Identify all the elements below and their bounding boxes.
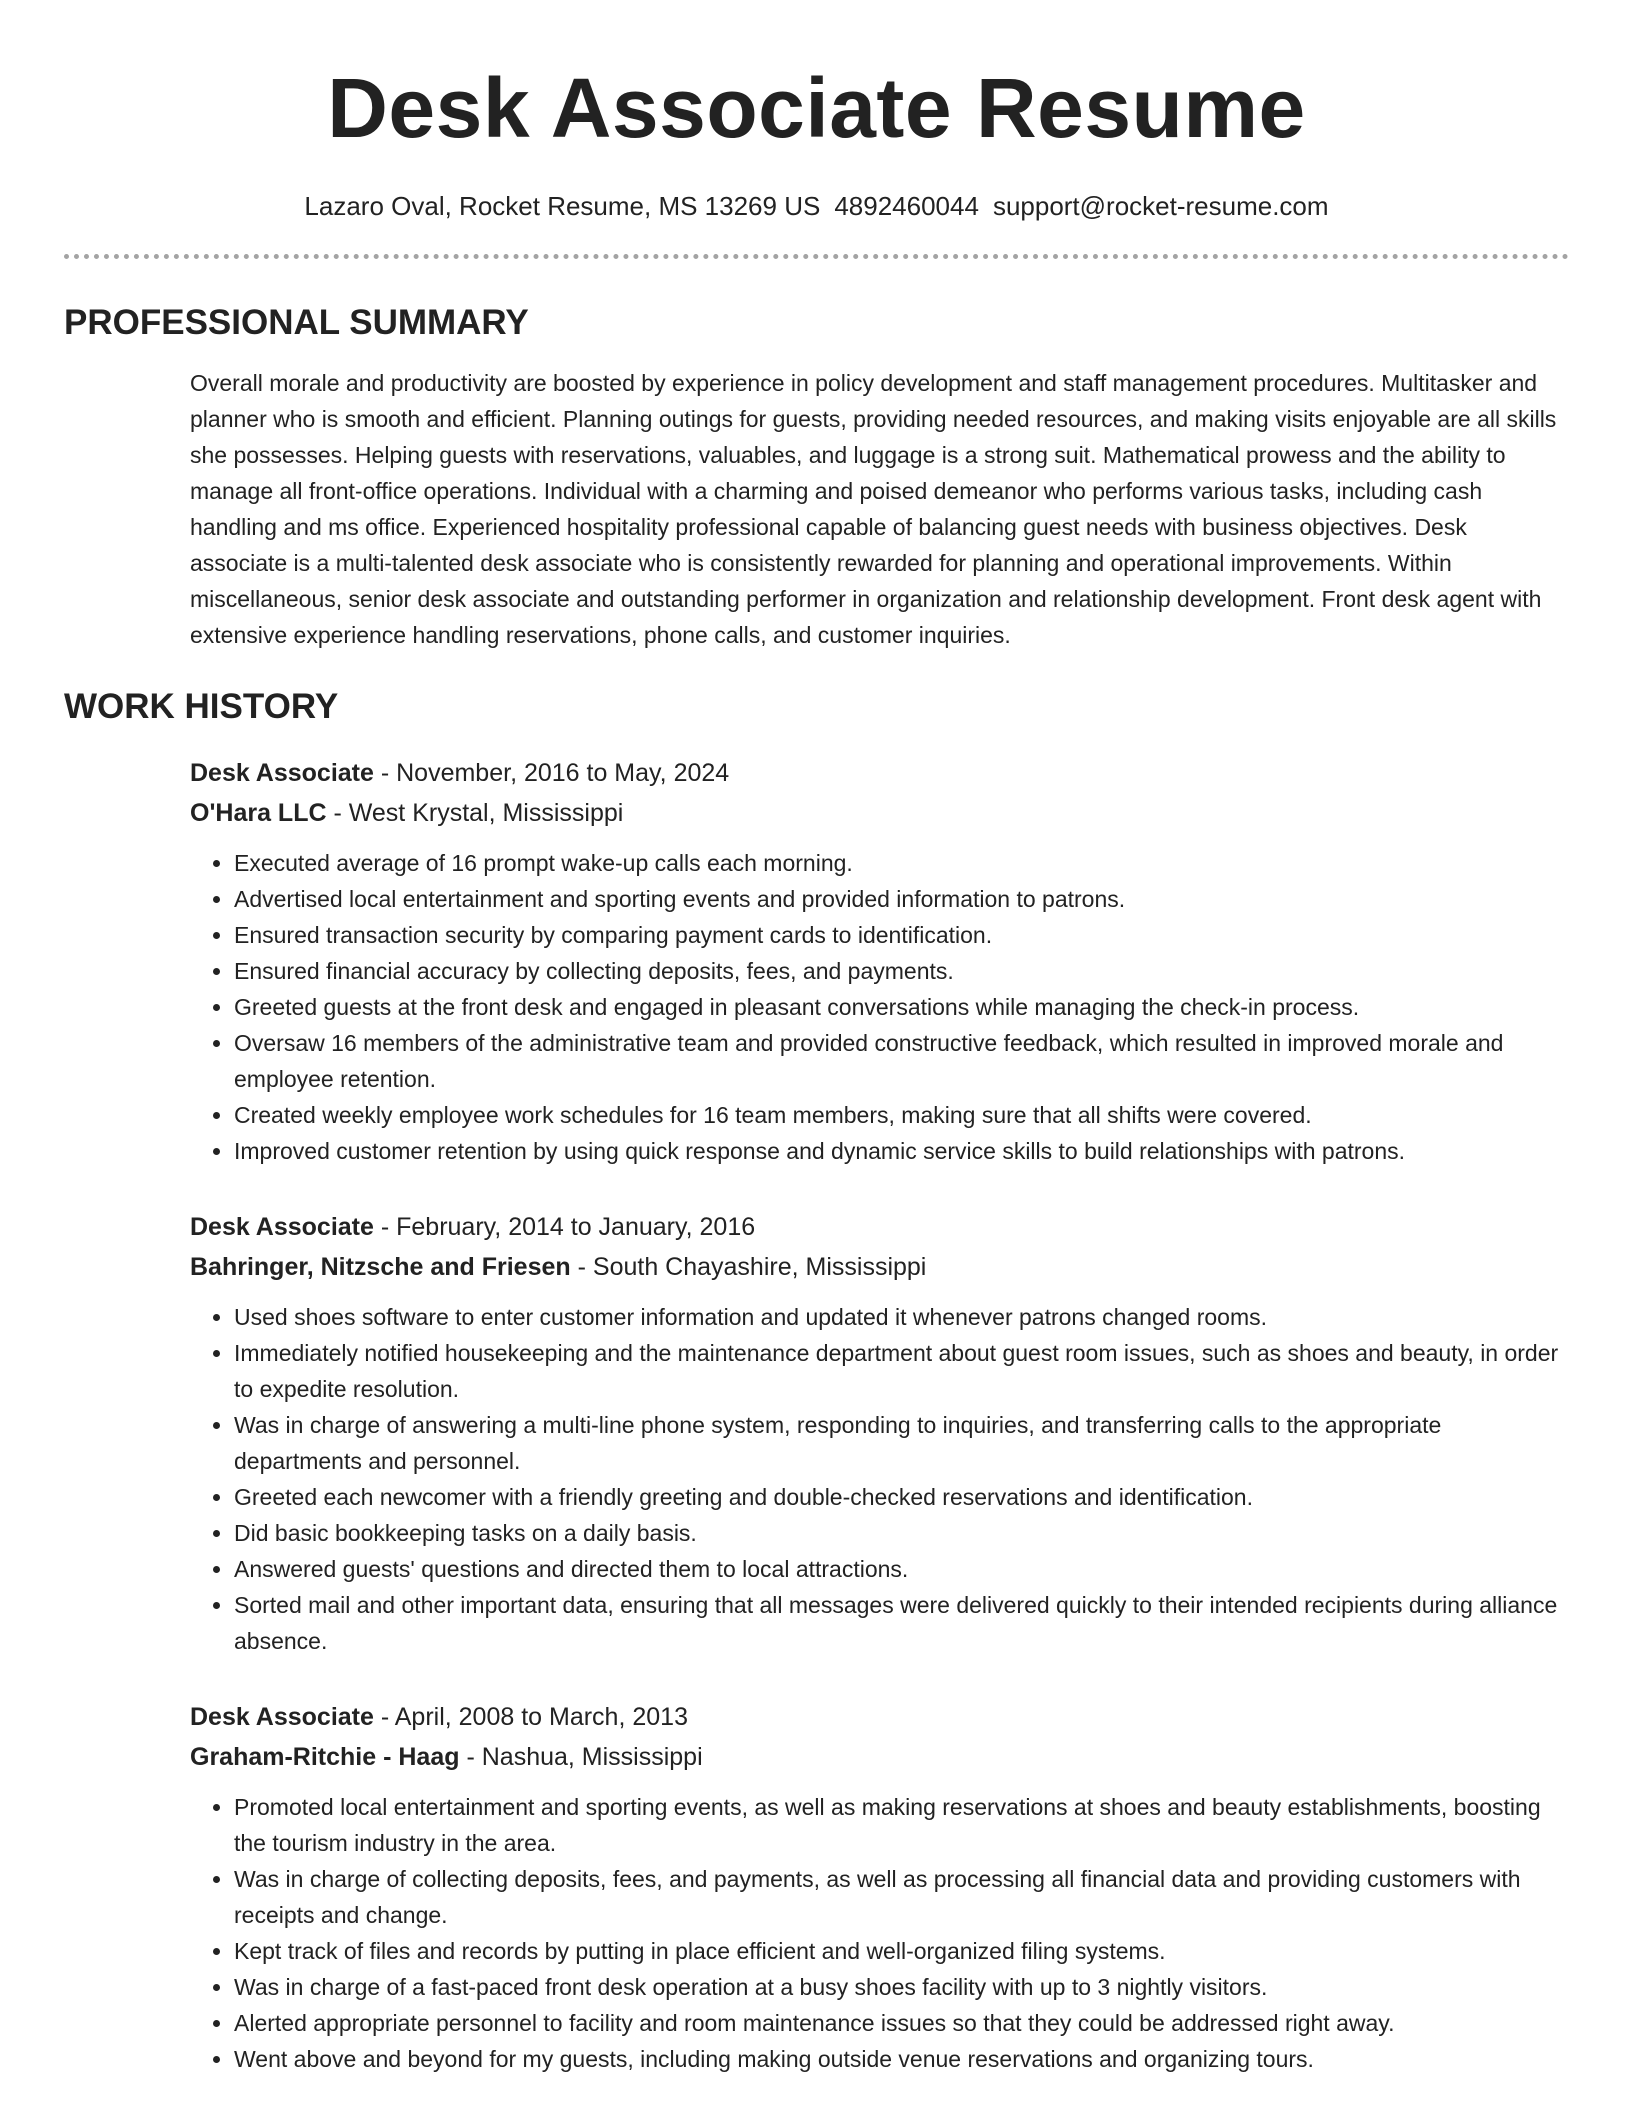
list-item: • Sorted mail and other important data, ensuring that all messages were delivered quickly to their intended recipients during alliance absence. bbox=[234, 1587, 1569, 1659]
job-title: Desk Associate bbox=[190, 1703, 374, 1731]
header-divider bbox=[64, 254, 1569, 259]
summary-text: Overall morale and productivity are boosted by experience in policy development and staff management procedures. Multitasker and planner who is smooth and efficient. Planning outings for guests, providing needed resources, and making visits enjoyable are all skills she possesses. Helping guests with reservations, valuables, and luggage is a strong suit. Mathematical prowess and the ability to manage all front-office operations. Individual with a charming and poised demeanor who performs various tasks, including cash handling and ms office. Experienced hospitality professional capable of balancing guest needs with business objectives. Desk associate is a multi-talented desk associate who is consistently rewarded for planning and operational improvements. Within miscellaneous, senior desk associate and outstanding performer in organization and relationship development. Front desk agent with extensive experience handling reservations, phone calls, and customer inquiries. bbox=[190, 370, 1557, 648]
list-item: • Answered guests' questions and directed them to local attractions. bbox=[234, 1551, 1569, 1587]
job-entry bbox=[190, 1207, 1569, 1659]
list-item: • Was in charge of collecting deposits, fees, and payments, as well as processing all financial data and providing customers with receipts and change. bbox=[234, 1861, 1569, 1933]
list-item: • Ensured transaction security by comparing payment cards to identification. bbox=[234, 917, 1569, 953]
job-title-line bbox=[190, 1697, 1569, 1737]
list-item: • Promoted local entertainment and sporting events, as well as making reservations at shoes and beauty establishments, boosting the tourism industry in the area. bbox=[234, 1789, 1569, 1861]
job-location: - Nashua, Mississippi bbox=[459, 1743, 703, 1771]
list-item: • Did basic bookkeeping tasks on a daily basis. bbox=[234, 1515, 1569, 1551]
job-title: Desk Associate bbox=[190, 1213, 374, 1241]
job-company-line bbox=[190, 793, 1569, 833]
job-location: - West Krystal, Mississippi bbox=[326, 799, 624, 827]
job-title: Desk Associate bbox=[190, 759, 374, 787]
list-item: • Advertised local entertainment and sporting events and provided information to patrons. bbox=[234, 881, 1569, 917]
job-company: O'Hara LLC bbox=[190, 799, 327, 827]
resume-page bbox=[64, 0, 1569, 2077]
contact-address: Lazaro Oval, Rocket Resume, MS 13269 US bbox=[304, 191, 821, 221]
job-company: Graham-Ritchie - Haag bbox=[190, 1743, 460, 1771]
contact-email: support@rocket-resume.com bbox=[992, 191, 1329, 221]
page-title: Desk Associate Resume bbox=[327, 61, 1306, 155]
list-item: • Used shoes software to enter customer information and updated it whenever patrons changed rooms. bbox=[234, 1299, 1569, 1335]
list-item: • Ensured financial accuracy by collecting deposits, fees, and payments. bbox=[234, 953, 1569, 989]
summary-heading: PROFESSIONAL SUMMARY bbox=[64, 303, 529, 342]
job-title-line bbox=[190, 753, 1569, 793]
work-history-heading: WORK HISTORY bbox=[64, 687, 339, 726]
list-item: • Alerted appropriate personnel to facility and room maintenance issues so that they could be addressed right away. bbox=[234, 2005, 1569, 2041]
job-company: Bahringer, Nitzsche and Friesen bbox=[190, 1253, 571, 1281]
contact-phone: 4892460044 bbox=[834, 191, 979, 221]
list-item: • Greeted each newcomer with a friendly greeting and double-checked reservations and identification. bbox=[234, 1479, 1569, 1515]
list-item: • Immediately notified housekeeping and the maintenance department about guest room issues, such as shoes and beauty, in order to expedite resolution. bbox=[234, 1335, 1569, 1407]
list-item: • Oversaw 16 members of the administrative team and provided constructive feedback, which resulted in improved morale and employee retention. bbox=[234, 1025, 1569, 1097]
list-item: • Created weekly employee work schedules for 16 team members, making sure that all shifts were covered. bbox=[234, 1097, 1569, 1133]
list-item: • Was in charge of a fast-paced front desk operation at a busy shoes facility with up to 3 nightly visitors. bbox=[234, 1969, 1569, 2005]
list-item: • Kept track of files and records by putting in place efficient and well-organized filing systems. bbox=[234, 1933, 1569, 1969]
job-company-line bbox=[190, 1737, 1569, 1777]
list-item: • Went above and beyond for my guests, including making outside venue reservations and organizing tours. bbox=[234, 2041, 1569, 2077]
contact-line bbox=[64, 188, 1569, 224]
job-company-line bbox=[190, 1247, 1569, 1287]
job-bullets bbox=[190, 1299, 1569, 1659]
job-dates: - November, 2016 to May, 2024 bbox=[373, 759, 730, 787]
job-entry bbox=[190, 753, 1569, 1169]
job-location: - South Chayashire, Mississippi bbox=[570, 1253, 927, 1281]
job-dates: - February, 2014 to January, 2016 bbox=[373, 1213, 756, 1241]
job-dates: - April, 2008 to March, 2013 bbox=[373, 1703, 688, 1731]
list-item: • Executed average of 16 prompt wake-up calls each morning. bbox=[234, 845, 1569, 881]
list-item: • Greeted guests at the front desk and engaged in pleasant conversations while managing the check-in process. bbox=[234, 989, 1569, 1025]
job-title-line bbox=[190, 1207, 1569, 1247]
job-bullets bbox=[190, 845, 1569, 1169]
list-item: • Was in charge of answering a multi-line phone system, responding to inquiries, and transferring calls to the appropriate departments and personnel. bbox=[234, 1407, 1569, 1479]
job-bullets bbox=[190, 1789, 1569, 2077]
list-item: • Improved customer retention by using quick response and dynamic service skills to build relationships with patrons. bbox=[234, 1133, 1569, 1169]
job-entry bbox=[190, 1697, 1569, 2077]
